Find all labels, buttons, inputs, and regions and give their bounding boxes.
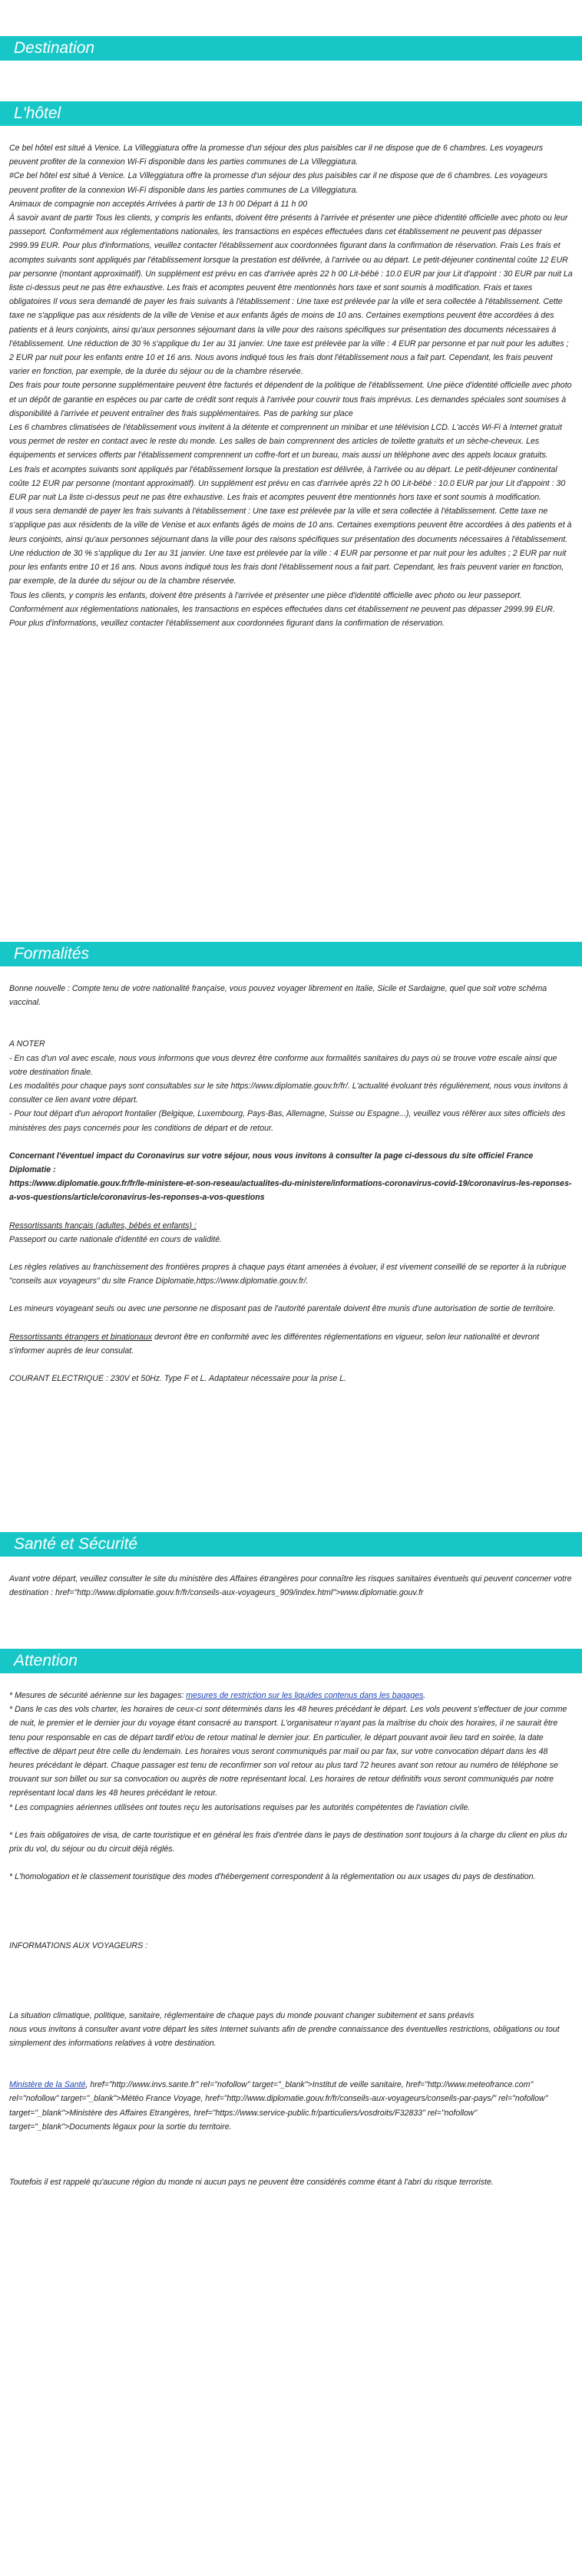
spacer	[9, 1884, 573, 1925]
hotel-paragraph: Animaux de compagnie non acceptés Arrivées à partir de 13 h 00 Départ à 11 h 00	[9, 199, 308, 209]
formalites-body	[0, 966, 582, 1385]
note-item: - En cas d'un vol avec escale, nous vous informons que vous devrez être conforme aux formalités sanitaires du pays où se trouve votre escale ainsi que votre destination finale.	[9, 1053, 557, 1077]
spacer	[9, 1316, 573, 1330]
hotel-paragraph: Les frais et acomptes suivants sont appliqués par l'établissement lorsque la prestation est délivrée, à l'arrivée ou au départ. Le petit-déjeuner continental coûte 12 EUR par personne (montant approximatif). Un supplément est prévu en cas d'arrivée après 22 h 00 Lit-bébé : 10.0 EUR par jour Lit d'appoint : 30 EUR par nuit La liste ci-dessus peut ne pas être exhaustive. Les frais et acomptes peuvent être mentionnés hors taxe et sont soumis à modification.	[9, 464, 566, 503]
foreign-nationals-title: Ressortissants étrangers et binationaux	[9, 1332, 153, 1342]
airlines-paragraph: * Les compagnies aériennes utilisées ont toutes reçu les autorisations requises par les autorités compétentes de l'aviation civile.	[9, 1802, 471, 1812]
situation-paragraph: nous vous invitons à consulter avant votre départ les sites Internet suivants afin de prendre connaissance des éventuelles restrictions, obligations ou tout simplement des informations relatives à votre destination.	[9, 2024, 560, 2049]
homologation-paragraph: * L'homologation et le classement touristique des modes d'hébergement correspondent à la réglementation ou aux usages du pays de destination.	[9, 1872, 536, 1882]
sante-paragraph: Avant votre départ, veuillez consulter le site du ministère des Affaires étrangères pour connaître les risques sanitaires éventuels qui peuvent concerner votre destination : href="http://www.diplomatie.gouv.fr/fr/conseils-aux-voyageurs_909/index.html">www.diplomatie.gouv.fr	[9, 1574, 572, 1598]
terrorism-paragraph: Toutefois il est rappelé qu'aucune région du monde ni aucun pays ne peuvent être considérés comme étant à l'abri du risque terroriste.	[9, 2178, 494, 2188]
hotel-body	[0, 126, 582, 630]
minors-paragraph: Les mineurs voyageant seuls ou avec une personne ne disposant pas de l'autorité parentale doivent être munis d'une autorisation de sortie de territoire.	[9, 1304, 556, 1314]
spacer	[9, 1247, 573, 1260]
destination-heading: Destination	[0, 36, 582, 61]
luggage-paragraph	[9, 1689, 573, 1702]
spacer	[9, 1358, 573, 1372]
spacer	[9, 1205, 573, 1219]
french-nationals-title: Ressortissants français (adultes, bébés et enfants) :	[9, 1220, 197, 1230]
hotel-paragraph: À savoir avant de partir Tous les clients, y compris les enfants, doivent être présents à l'arrivée et présenter une pièce d'identité officielle avec photo ou leur passeport. Conformément aux réglementations nationales, les transactions en espèces effectuées dans cet établissement ne peuvent pas dépasser 2999.99 EUR. Pour plus d'informations, veuillez contacter l'établissement aux coordonnées figurant dans la confirmation de réservation. Frais Les frais et acomptes suivants sont appliqués par l'établissement lorsque la prestation est délivrée, à l'arrivée ou au départ. Le petit-déjeuner continental coûte 12 EUR par personne (montant approximatif). Un supplément est prévu en cas d'arrivée après 22 h 00 Lit-bébé : 10.0 EUR par jour Lit d'appoint : 30 EUR par nuit La liste ci-dessus peut ne pas être exhaustive. Les frais et acomptes peuvent être mentionnés hors taxe et sont soumis à modification. Frais et taxes obligatoires Il vous sera demandé de payer les frais suivants à l'établissement : Une taxe est prélevée par la ville et sera collectée à l'établissement. Cette taxe ne s'applique pas aux résidents de la ville de Venise et aux enfants âgés de moins de 10 ans. Certaines exemptions peuvent être accordées à des patients et à leurs conjoints, ainsi qu'aux personnes séjournant dans la ville pour des raisons spécifiques sur présentation des documents nécessaires à l'établissement. Une réduction de 30 % s'applique du 1er au 31 janvier. Une taxe est prélevée par la ville : 4 EUR par personne et par nuit pour les adultes ; 2 EUR par nuit pour les enfants entre 10 et 16 ans. Nous avons indiqué tous les frais dont l'établissement nous a fait part. Cependant, les frais peuvent varier en fonction, par exemple, de la durée du séjour ou de la chambre réservée.	[9, 213, 573, 377]
hotel-heading: L'hôtel	[0, 101, 582, 126]
nationality-paragraph: Bonne nouvelle : Compte tenu de votre nationalité française, vous pouvez voyager librement en Italie, Sicile et Sardaigne, quel que soit votre schéma vaccinal.	[9, 984, 547, 1008]
spacer	[9, 2050, 573, 2078]
coronavirus-url: https://www.diplomatie.gouv.fr/fr/le-ministere-et-son-reseau/actualites-du-ministere/informations-coronavirus-covid-19/coronavirus-les-reponses-a-vos-questions/article/coronavirus-les-reponses-a-vos-questions	[9, 1179, 572, 1203]
attention-heading: Attention	[0, 1649, 582, 1673]
borders-paragraph: Les règles relatives au franchissement des frontières propres à chaque pays étant amenées à évoluer, il est vivement conseillé de se reporter à la rubrique "conseils aux voyageurs" du site France Diplomatie,https://www.diplomatie.gouv.fr/.	[9, 1263, 567, 1286]
foreign-nationals-text: devront être en conformité avec les différentes réglementations en vigueur, selon leur nationalité et devront s'informer auprès de leur consulat.	[9, 1332, 540, 1356]
attention-body	[0, 1673, 582, 2189]
french-nationals-text: Passeport ou carte nationale d'identité en cours de validité.	[9, 1234, 223, 1244]
formalites-heading: Formalités	[0, 942, 582, 966]
sante-heading: Santé et Sécurité	[0, 1532, 582, 1557]
spacer	[9, 1815, 573, 1828]
traveler-info-title: INFORMATIONS AUX VOYAGEURS :	[9, 1941, 148, 1951]
luggage-suffix: .	[423, 1691, 426, 1700]
power-paragraph: COURANT ELECTRIQUE : 230V et 50Hz. Type F et L. Adaptateur nécessaire pour la prise L.	[9, 1374, 347, 1384]
hotel-paragraph: Il vous sera demandé de payer les frais suivants à l'établissement : Une taxe est prélevée par la ville et sera collectée à l'établissement. Cette taxe ne s'applique pas aux résidents de la ville de Venise et aux enfants âgés de moins de 10 ans. Certaines exemptions peuvent être accordées à des patients et à leurs conjoints, ainsi qu'aux personnes séjournant dans la ville pour des raisons spécifiques sur présentation des documents nécessaires à l'établissement. Une réduction de 30 % s'applique du 1er au 31 janvier. Une taxe est prélevée par la ville : 4 EUR par personne et par nuit pour les adultes ; 2 EUR par nuit pour les enfants entre 10 et 16 ans. Nous avons indiqué tous les frais dont l'établissement nous a fait part. Cependant, les frais peuvent varier en fonction, par exemple, de la durée du séjour ou de la chambre réservée.	[9, 507, 572, 586]
spacer	[9, 2134, 573, 2175]
coronavirus-notice: Concernant l'éventuel impact du Coronavirus sur votre séjour, nous vous invitons à consulter la page ci-dessous du site officiel France Diplomatie :	[9, 1151, 534, 1175]
foreign-nationals-paragraph	[9, 1330, 573, 1358]
spacer	[9, 1288, 573, 1302]
hotel-paragraph: Tous les clients, y compris les enfants, doivent être présents à l'arrivée et présenter une pièce d'identité officielle avec photo ou leur passeport. Conformément aux réglementations nationales, les transactions en espèces effectuées dans cet établissement ne peuvent pas dépasser 2999.99 EUR. Pour plus d'informations, veuillez contacter l'établissement aux coordonnées figurant dans la confirmation de réservation.	[9, 590, 555, 628]
spacer	[9, 1995, 573, 2009]
note-title: A NOTER	[9, 1039, 45, 1049]
hotel-section	[0, 101, 582, 630]
health-ministry-link[interactable]: Ministère de la Santé	[9, 2080, 86, 2090]
hotel-paragraph: #Ce bel hôtel est situé à Venice. La Villeggiatura offre la promesse d'un séjour des plus paisibles car il ne dispose que de 6 chambres. Les voyageurs peuvent profiter de la connexion Wi-Fi disponible dans les parties communes de La Villeggiatura.	[9, 171, 548, 195]
attention-section	[0, 1649, 582, 2189]
sante-section	[0, 1532, 582, 1600]
spacer	[9, 1925, 573, 1939]
spacer	[9, 1953, 573, 1995]
spacer	[9, 1009, 573, 1037]
luggage-prefix: * Mesures de sécurité aérienne sur les bagages:	[9, 1691, 187, 1700]
spacer	[9, 1856, 573, 1870]
sante-body	[0, 1557, 582, 1600]
note-item: Les modalités pour chaque pays sont consultables sur le site https://www.diplomatie.gouv.fr/fr/. L'actualité évoluant très régulièrement, nous vous invitons à consulter ce lien avant votre départ.	[9, 1082, 568, 1105]
liquids-restriction-link[interactable]: mesures de restriction sur les liquides contenus dans les bagages	[186, 1691, 424, 1700]
situation-paragraph: La situation climatique, politique, sanitaire, réglementaire de chaque pays du monde pouvant changer subitement et sans préavis	[9, 2010, 475, 2020]
note-item: - Pour tout départ d'un aéroport frontalier (Belgique, Luxembourg, Pays-Bas, Allemagne, Suisse ou Espagne...), veuillez vous référer aux sites officiels des ministères des pays concernés pour les conditions de départ et de retour.	[9, 1109, 566, 1133]
charter-flights-paragraph: * Dans le cas des vols charter, les horaires de ceux-ci sont déterminés dans les 48 heures précédant le départ. Les vols peuvent s'effectuer de jour comme de nuit, le premier et le dernier jour du voyage étant consacré au transport. L'organisateur n'ayant pas la maîtrise du choix des horaires, il ne saurait être tenu pour responsable en cas de départ tardif et/ou de retour matinal le dernier jour. En particulier, le départ pouvant avoir lieu tard en soirée, la date effective de départ peut être celle du lendemain. Les horaires vous seront communiqués par mail ou par fax, sur votre convocation départ dans les 48 heures précédant le départ. Chaque passager est tenu de reconfirmer son vol retour au plus tard 72 heures avant son retour au numéro de téléphone se trouvant sur son billet ou sur sa convocation ou auprès de notre représentant local. Les horaires de retour définitifs vous seront communiqués par notre représentant local dans les 48 heures précédant le retour.	[9, 1705, 567, 1798]
useful-links-paragraph	[9, 2078, 573, 2134]
spacer	[9, 1135, 573, 1149]
destination-section	[0, 36, 582, 61]
formalites-section	[0, 942, 582, 1385]
hotel-paragraph: Des frais pour toute personne supplémentaire peuvent être facturés et dépendent de la politique de l'établissement. Une pièce d'identité officielle avec photo et un dépôt de garantie en espèces ou par carte de crédit sont requis à l'arrivée pour couvrir tous frais imprévus. Les demandes spéciales sont soumises à disponibilité à l'arrivée et peuvent entraîner des frais supplémentaires. Pas de parking sur place	[9, 381, 572, 418]
hotel-paragraph: Ce bel hôtel est situé à Venice. La Villeggiatura offre la promesse d'un séjour des plus paisibles car il ne dispose que de 6 chambres. Les voyageurs peuvent profiter de la connexion Wi-Fi disponible dans les parties communes de La Villeggiatura.	[9, 144, 544, 167]
hotel-paragraph: Les 6 chambres climatisées de l'établissement vous invitent à la détente et comprennent un minibar et une télévision LCD. L'accès Wi-Fi à Internet gratuit vous permet de rester en contact avec le reste du monde. Les salles de bain comprennent des articles de toilette gratuits et un sèche-cheveux. Les équipements et services offerts par l'établissement comprennent un coffre-fort et un bureau, mais aussi un téléphone avec des appels locaux gratuits.	[9, 423, 562, 461]
useful-links-text: , href="http://www.invs.sante.fr" rel="nofollow" target="_blank">Institut de veille sanitaire, href="http://www.meteofrance.com" rel="nofollow" target="_blank">Météo France Voyage, href="http://www.diplomatie.gouv.fr/fr/conseils-aux-voyageurs/conseils-par-pays/" rel="nofollow" target="_blank">Ministère des Affaires Etrangères, href="https://www.service-public.fr/particuliers/vosdroits/F32833" rel="nofollow" target="_blank">Documents légaux pour la sortie du territoire.	[9, 2080, 548, 2132]
visa-paragraph: * Les frais obligatoires de visa, de carte touristique et en général les frais d'entrée dans le pays de destination sont toujours à la charge du client en plus du prix du vol, du séjour ou du circuit déjà réglés.	[9, 1830, 567, 1854]
